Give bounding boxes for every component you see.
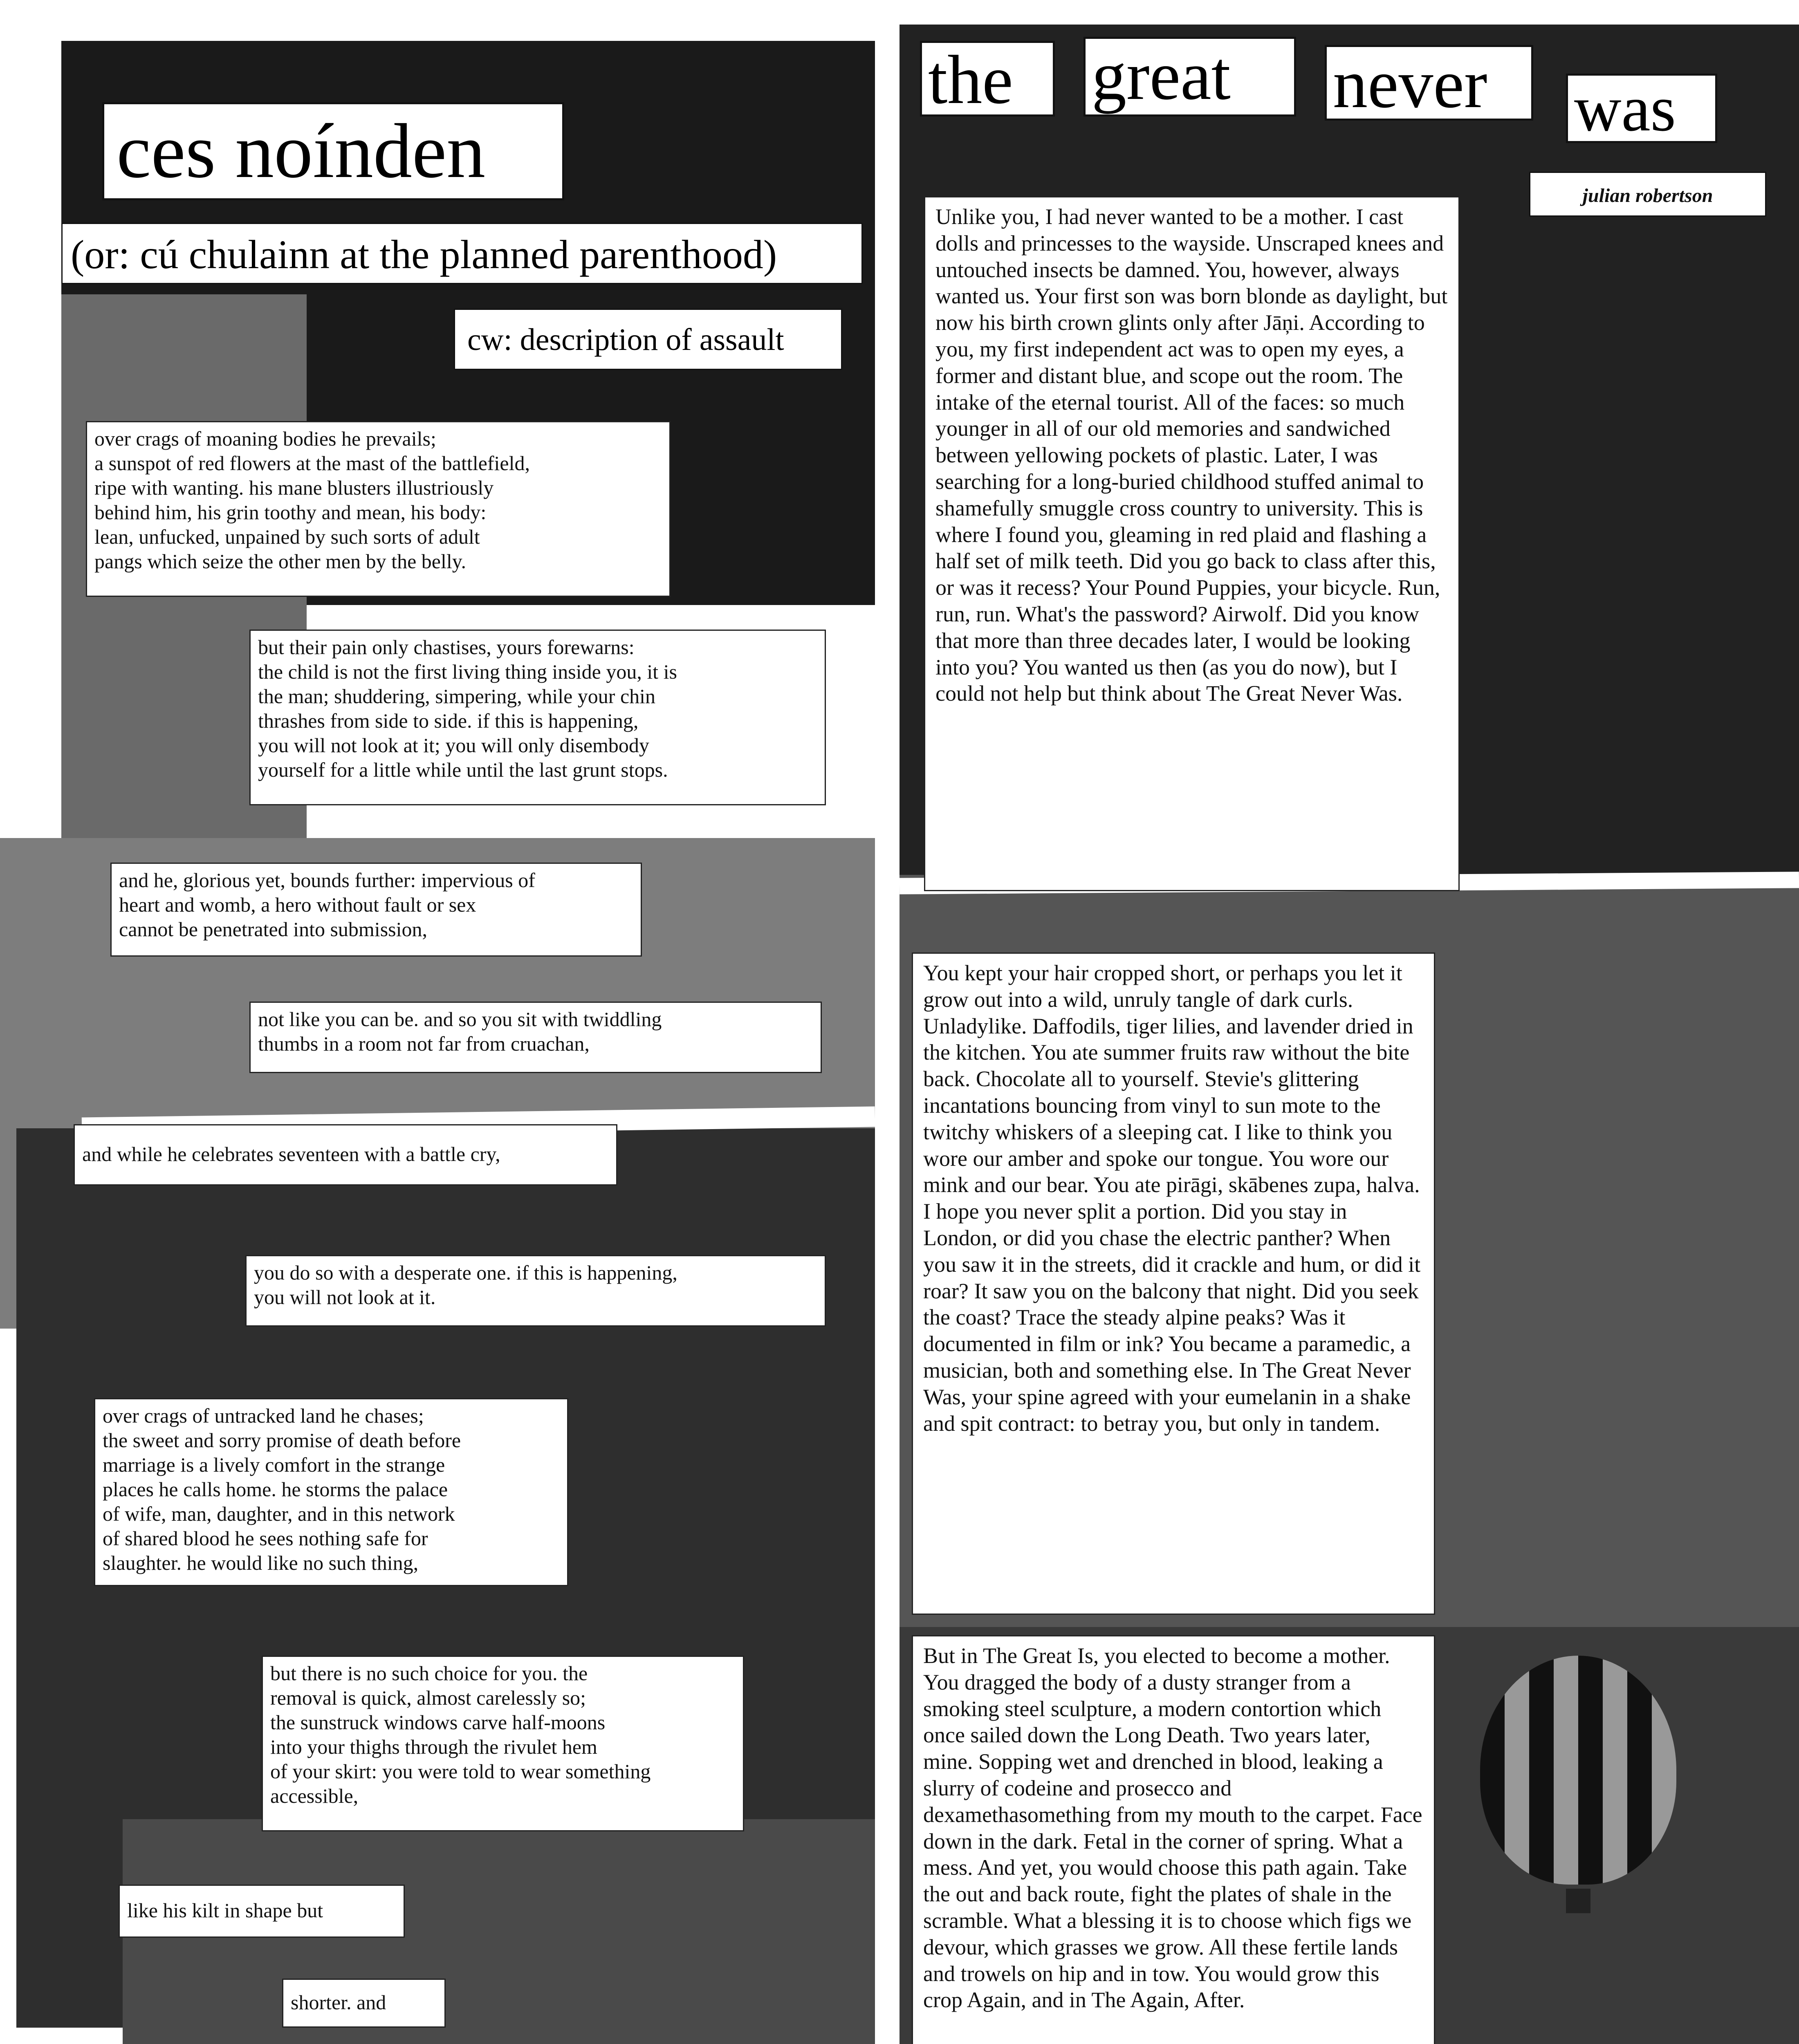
stanza-9: like his kilt in shape but: [119, 1885, 405, 1938]
title-word-the: the: [920, 41, 1055, 117]
paragraph-3: But in The Great Is, you elected to become a mother. You dragged the body of a dusty stranger from a smoking steel sculpture, a modern contortion which once sailed down the Long Death. Two years later, mine. Sopping wet and drenched in blood, leaking a slurry of codeine and prosecco and dexamethasomething from my mouth to the carpet. Face down in the dark. Fetal in the corner of spring. What a mess. And yet, you would choose this path again. Take the out and back route, fight the plates of shale in the scramble. What a blessing it is to choose which figs we devour, which grasses we grow. All these fertile lands and trowels on hip and in tow. You would grow this crop Again, and in The Again, After.: [912, 1635, 1435, 2044]
stanza-7: over crags of untracked land he chases; the sweet and sorry promise of death before marriage is a lively comfort in the strange places he calls home. he storms the palace of wife, man, daughter, and in this network of shared blood he sees nothing safe for slaughter. he would like no such thing,: [94, 1398, 568, 1586]
title-word-was: was: [1566, 74, 1717, 143]
balloon-basket: [1566, 1889, 1590, 1913]
paragraph-2: You kept your hair cropped short, or perhaps you let it grow out into a wild, unruly tangle of dark curls. Unladylike. Daffodils, tiger lilies, and lavender dried in the kitchen. You ate summer fruits raw without the bite back. Chocolate all to yourself. Stevie's glittering incantations bouncing from vinyl to sun mote to the twitchy whiskers of a sleeping cat. I like to think you wore our amber and spoke our tongue. You wore our mink and our bear. You ate pirāgi, skābenes zupa, halva. I hope you never split a portion. Did you stay in London, or did you chase the electric panther? When you saw it in the streets, did it crackle and hum, or did it roar? It saw you on the balcony that night. Did you seek the coast? Trace the steady alpine peaks? Was it documented in film or ink? You became a paramedic, a musician, both and something else. In The Great Never Was, your spine agreed with your eumelanin in a shake and spit contract: to betray you, but only in tandem.: [912, 953, 1435, 1615]
content-warning: cw: description of assault: [454, 309, 842, 370]
stanza-3: and he, glorious yet, bounds further: impervious of heart and womb, a hero without fault or sex cannot be penetrated into submission,: [110, 863, 642, 957]
center-gutter: [875, 0, 900, 2044]
title-word-great: great: [1083, 37, 1296, 117]
stanza-10: shorter. and: [282, 1979, 446, 2028]
stanza-2: but their pain only chastises, yours forewarns: the child is not the first living thing inside you, it is the man; shuddering, simpering, while your chin thrashes from side to side. if this is happening, you will not look at it; you will only disembody yourself for a little while until the last grunt stops.: [249, 630, 826, 805]
page-title-left: ces noínden: [102, 102, 564, 200]
stanza-5: and while he celebrates seventeen with a battle cry,: [74, 1124, 617, 1186]
stanza-4: not like you can be. and so you sit with twiddling thumbs in a room not far from cruachan,: [249, 1002, 822, 1073]
stanza-1: over crags of moaning bodies he prevails; a sunspot of red flowers at the mast of the battlefield, ripe with wanting. his mane blusters illustriously behind him, his grin toothy and mean, his body: lean, unfucked, unpained by such sorts of adult pangs which seize the other men by the belly.: [86, 421, 671, 597]
page-subtitle-left: (or: cú chulainn at the planned parenthood): [61, 223, 863, 284]
title-word-never: never: [1325, 45, 1533, 121]
author-right: julian robertson: [1529, 172, 1766, 217]
hot-air-balloon-image: [1480, 1656, 1676, 1885]
stanza-8: but there is no such choice for you. the removal is quick, almost carelessly so; the sunstruck windows carve half-moons into your thighs through the rivulet hem of your skirt: you were told to wear something accessible,: [262, 1656, 744, 1831]
paragraph-1: Unlike you, I had never wanted to be a mother. I cast dolls and princesses to the wayside. Unscraped knees and untouched insects be damned. You, however, always wanted us. Your first son was born blonde as daylight, but now his birth crown glints only after Jāņi. According to you, my first independent act was to open my eyes, a former and distant blue, and scope out the room. The intake of the eternal tourist. All of the faces: so much younger in all of our old memories and sandwiched between yellowing pockets of plastic. Later, I was searching for a long-buried childhood stuffed animal to shamefully smuggle cross country to university. This is where I found you, gleaming in red plaid and flashing a half set of milk teeth. Did you go back to class after this, or was it recess? Your Pound Puppies, your bicycle. Run, run, run. What's the password? Airwolf. Did you know that more than three decades later, I would be looking into you? You wanted us then (as you do now), but I could not help but think about The Great Never Was.: [924, 196, 1460, 891]
stanza-6: you do so with a desperate one. if this is happening, you will not look at it.: [245, 1255, 826, 1327]
